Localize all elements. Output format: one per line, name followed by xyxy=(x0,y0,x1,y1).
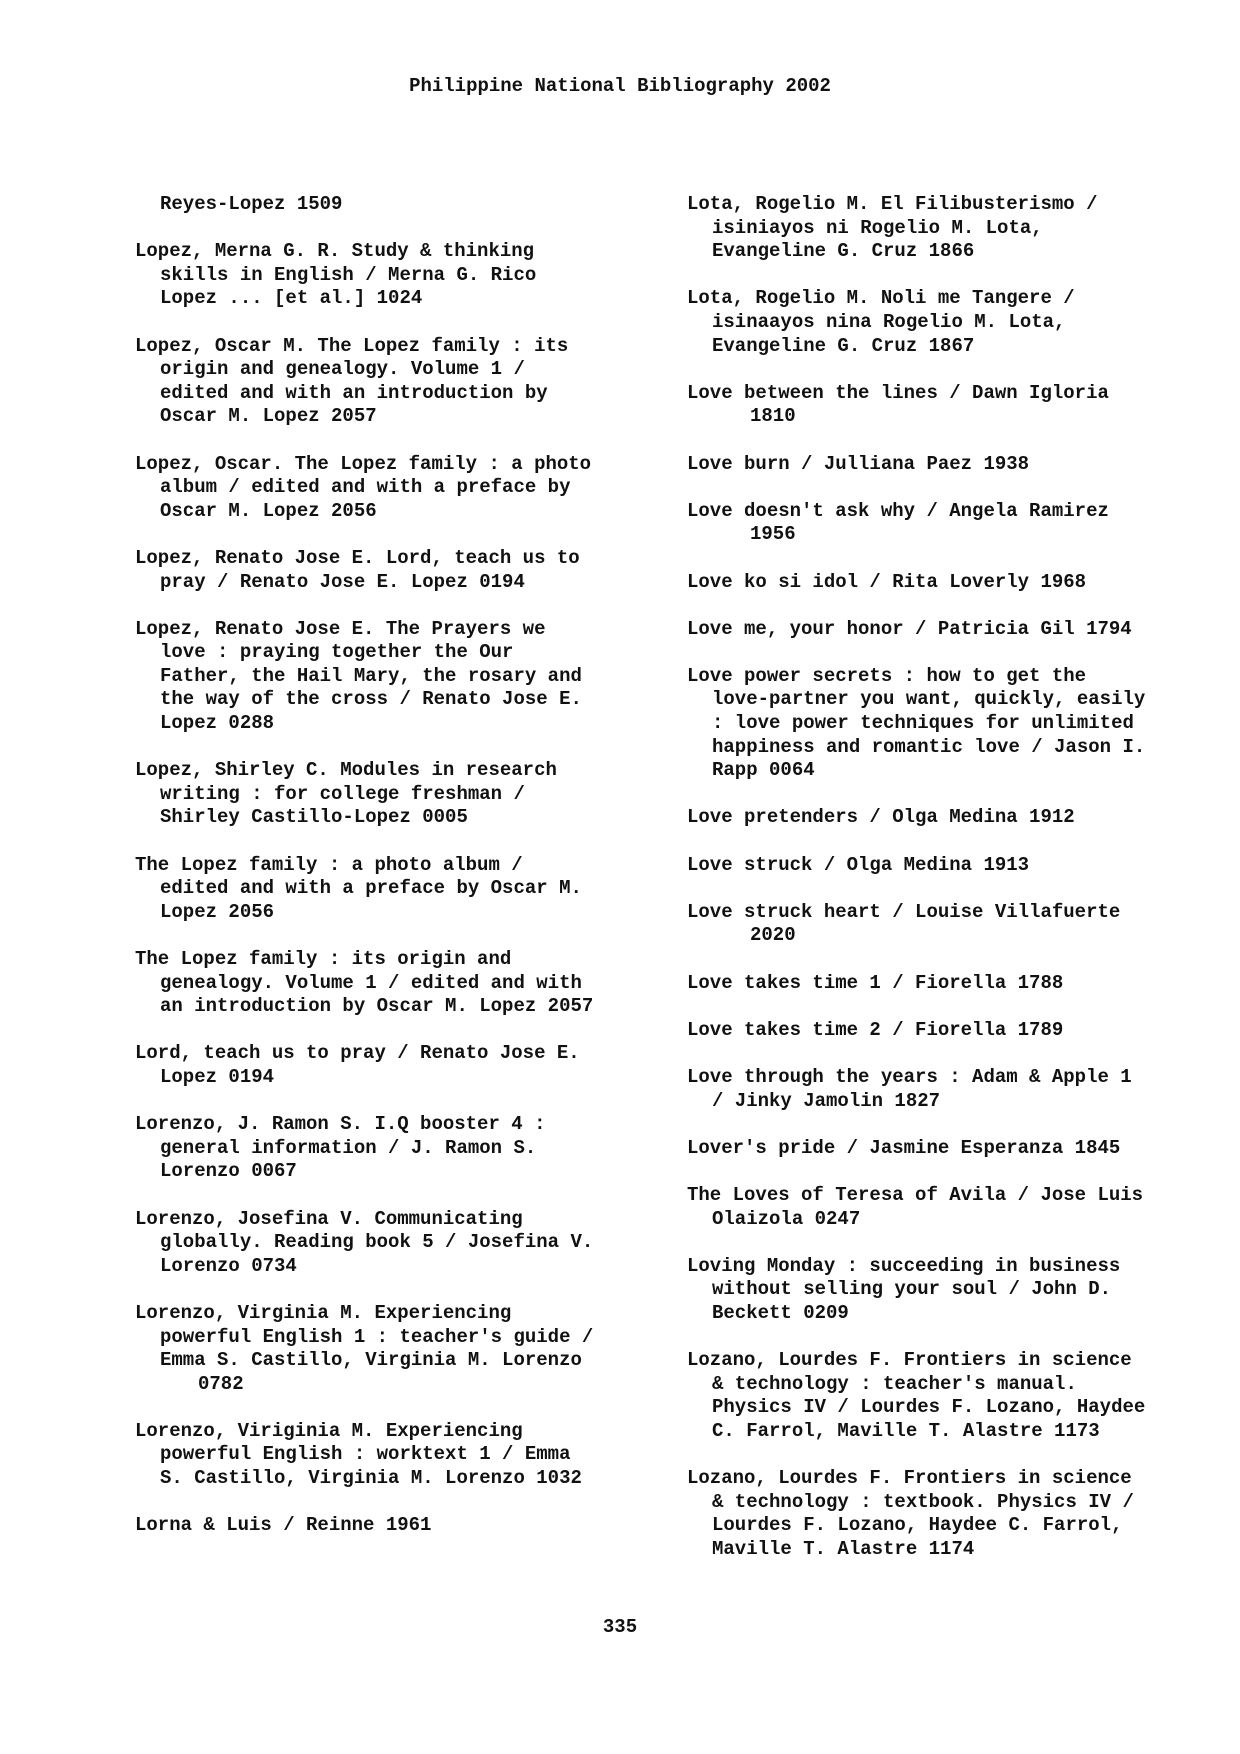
entry-line: Lopez 0194 xyxy=(160,1065,275,1088)
bibliography-entry xyxy=(135,948,695,1019)
entry-line: Love takes time 2 / Fiorella 1789 xyxy=(687,1018,1064,1041)
entry-line: Lourdes F. Lozano, Haydee C. Farrol, xyxy=(712,1514,1123,1537)
bibliography-entry xyxy=(687,1137,1207,1161)
bibliography-entry xyxy=(687,972,1207,996)
bibliography-entry xyxy=(135,193,695,217)
entry-line: Love doesn't ask why / Angela Ramirez xyxy=(687,499,1109,522)
entry-line: Physics IV / Lourdes F. Lozano, Haydee xyxy=(712,1396,1146,1419)
bibliography-entry xyxy=(687,1019,1207,1043)
entry-line: Love takes time 1 / Fiorella 1788 xyxy=(687,971,1064,994)
entry-line: without selling your soul / John D. xyxy=(712,1278,1112,1301)
right-column xyxy=(687,193,1207,1585)
bibliography-entry xyxy=(687,1184,1207,1231)
entry-line: isiniayos ni Rogelio M. Lota, xyxy=(712,216,1043,239)
bibliography-entry xyxy=(687,854,1207,878)
entry-line: album / edited and with a preface by xyxy=(160,476,571,499)
entry-line: Father, the Hail Mary, the rosary and xyxy=(160,664,582,687)
entry-line: Lopez, Shirley C. Modules in research xyxy=(135,759,557,782)
entry-line: Lopez ... [et al.] 1024 xyxy=(160,287,423,310)
entry-line: Lopez 2056 xyxy=(160,900,275,923)
entry-line: Evangeline G. Cruz 1866 xyxy=(712,240,975,263)
entry-line: Love ko si idol / Rita Loverly 1968 xyxy=(687,570,1087,593)
bibliography-entry xyxy=(687,500,1207,547)
entry-line: Love pretenders / Olga Medina 1912 xyxy=(687,806,1075,829)
entry-line: love-partner you want, quickly, easily xyxy=(712,688,1146,711)
entry-line: isinaayos nina Rogelio M. Lota, xyxy=(712,310,1066,333)
entry-line: love : praying together the Our xyxy=(160,641,514,664)
bibliography-entry xyxy=(687,1066,1207,1113)
bibliography-entry xyxy=(135,335,695,429)
entry-line: Lota, Rogelio M. Noli me Tangere / xyxy=(687,287,1075,310)
entry-line: Lopez, Oscar M. The Lopez family : its xyxy=(135,334,569,357)
bibliography-entry xyxy=(687,665,1207,783)
entry-line: Lopez, Renato Jose E. Lord, teach us to xyxy=(135,546,580,569)
left-column xyxy=(135,193,695,1561)
bibliography-entry xyxy=(687,453,1207,477)
entry-line: Oscar M. Lopez 2057 xyxy=(160,405,377,428)
entry-line: Loving Monday : succeeding in business xyxy=(687,1254,1121,1277)
entry-line: Lorenzo, Virginia M. Experiencing xyxy=(135,1301,512,1324)
entry-line: Reyes-Lopez 1509 xyxy=(160,193,343,215)
entry-line: the way of the cross / Renato Jose E. xyxy=(160,688,582,711)
bibliography-entry xyxy=(687,806,1207,830)
entry-line: Lopez 0288 xyxy=(160,712,275,735)
entry-line: Lota, Rogelio M. El Filibusterismo / xyxy=(687,193,1098,215)
entry-line: Love power secrets : how to get the xyxy=(687,664,1087,687)
entry-line: Lopez, Renato Jose E. The Prayers we xyxy=(135,617,546,640)
entry-line: Evangeline G. Cruz 1867 xyxy=(712,334,975,357)
entry-line: writing : for college freshman / xyxy=(160,782,525,805)
bibliography-entry xyxy=(687,1349,1207,1443)
bibliography-entry xyxy=(135,1420,695,1491)
page-number: 335 xyxy=(602,1616,638,1638)
entry-line: globally. Reading book 5 / Josefina V. xyxy=(160,1231,594,1254)
bibliography-entry xyxy=(687,1467,1207,1561)
entry-line: / Jinky Jamolin 1827 xyxy=(712,1089,941,1112)
entry-line: C. Farrol, Maville T. Alastre 1173 xyxy=(712,1419,1100,1442)
entry-line: Lorenzo, J. Ramon S. I.Q booster 4 : xyxy=(135,1113,546,1136)
entry-line: Lorna & Luis / Reinne 1961 xyxy=(135,1514,432,1537)
entry-line: & technology : teacher's manual. xyxy=(712,1372,1077,1395)
entry-line: Lozano, Lourdes F. Frontiers in science xyxy=(687,1349,1132,1372)
entry-line: pray / Renato Jose E. Lopez 0194 xyxy=(160,570,525,593)
entry-line: & technology : textbook. Physics IV / xyxy=(712,1490,1134,1513)
entry-line: Lorenzo, Viriginia M. Experiencing xyxy=(135,1419,523,1442)
entry-line: genealogy. Volume 1 / edited and with xyxy=(160,971,582,994)
entry-line: Lorenzo, Josefina V. Communicating xyxy=(135,1207,523,1230)
entry-line: Lord, teach us to pray / Renato Jose E. xyxy=(135,1042,580,1065)
entry-line: Shirley Castillo-Lopez 0005 xyxy=(160,806,468,829)
entry-line: edited and with a preface by Oscar M. xyxy=(160,877,582,900)
entry-line: Love struck heart / Louise Villafuerte xyxy=(687,900,1121,923)
entry-line: Oscar M. Lopez 2056 xyxy=(160,499,377,522)
page-header: Philippine National Bibliography 2002 xyxy=(409,75,831,97)
bibliography-entry xyxy=(687,618,1207,642)
entry-line: edited and with an introduction by xyxy=(160,381,548,404)
entry-line: Lorenzo 0734 xyxy=(160,1254,297,1277)
entry-line: 2020 xyxy=(750,924,796,947)
entry-line: powerful English : worktext 1 / Emma xyxy=(160,1443,571,1466)
entry-line: general information / J. Ramon S. xyxy=(160,1136,537,1159)
entry-line: Rapp 0064 xyxy=(712,759,815,782)
entry-line: Lorenzo 0067 xyxy=(160,1160,297,1183)
bibliography-entry xyxy=(135,453,695,524)
entry-line: Lopez, Merna G. R. Study & thinking xyxy=(135,240,535,263)
entry-line: The Loves of Teresa of Avila / Jose Luis xyxy=(687,1183,1144,1206)
entry-line: 0782 xyxy=(198,1372,244,1395)
entry-line: origin and genealogy. Volume 1 / xyxy=(160,358,525,381)
bibliography-entry xyxy=(135,759,695,830)
bibliography-entry xyxy=(135,1302,695,1396)
entry-line: Love through the years : Adam & Apple 1 xyxy=(687,1065,1132,1088)
entry-line: 1956 xyxy=(750,523,796,546)
entry-line: an introduction by Oscar M. Lopez 2057 xyxy=(160,995,594,1018)
entry-line: Love burn / Julliana Paez 1938 xyxy=(687,452,1030,475)
entry-line: happiness and romantic love / Jason I. xyxy=(712,735,1146,758)
entry-line: Lopez, Oscar. The Lopez family : a photo xyxy=(135,452,592,475)
bibliography-entry xyxy=(687,287,1207,358)
entry-line: Love me, your honor / Patricia Gil 1794 xyxy=(687,617,1132,640)
entry-line: Maville T. Alastre 1174 xyxy=(712,1537,975,1560)
entry-line: skills in English / Merna G. Rico xyxy=(160,263,537,286)
bibliography-entry xyxy=(135,854,695,925)
bibliography-entry xyxy=(135,547,695,594)
entry-line: : love power techniques for unlimited xyxy=(712,712,1134,735)
entry-line: Emma S. Castillo, Virginia M. Lorenzo xyxy=(160,1349,582,1372)
entry-line: The Lopez family : a photo album / xyxy=(135,853,523,876)
bibliography-entry xyxy=(135,1514,695,1538)
entry-line: Love between the lines / Dawn Igloria xyxy=(687,381,1109,404)
bibliography-entry xyxy=(687,571,1207,595)
bibliography-entry xyxy=(687,1255,1207,1326)
entry-line: Lover's pride / Jasmine Esperanza 1845 xyxy=(687,1136,1121,1159)
entry-line: 1810 xyxy=(750,405,796,428)
entry-line: Olaizola 0247 xyxy=(712,1207,861,1230)
bibliography-entry xyxy=(135,1113,695,1184)
entry-line: Beckett 0209 xyxy=(712,1301,849,1324)
bibliography-entry xyxy=(135,1208,695,1279)
bibliography-entry xyxy=(687,193,1207,264)
bibliography-entry xyxy=(135,1042,695,1089)
entry-line: S. Castillo, Virginia M. Lorenzo 1032 xyxy=(160,1467,582,1490)
bibliography-entry xyxy=(687,901,1207,948)
entry-line: The Lopez family : its origin and xyxy=(135,948,512,970)
bibliography-entry xyxy=(687,382,1207,429)
bibliography-entry xyxy=(135,240,695,311)
entry-line: Love struck / Olga Medina 1913 xyxy=(687,853,1030,876)
entry-line: Lozano, Lourdes F. Frontiers in science xyxy=(687,1467,1132,1490)
bibliography-entry xyxy=(135,618,695,736)
entry-line: powerful English 1 : teacher's guide / xyxy=(160,1325,594,1348)
